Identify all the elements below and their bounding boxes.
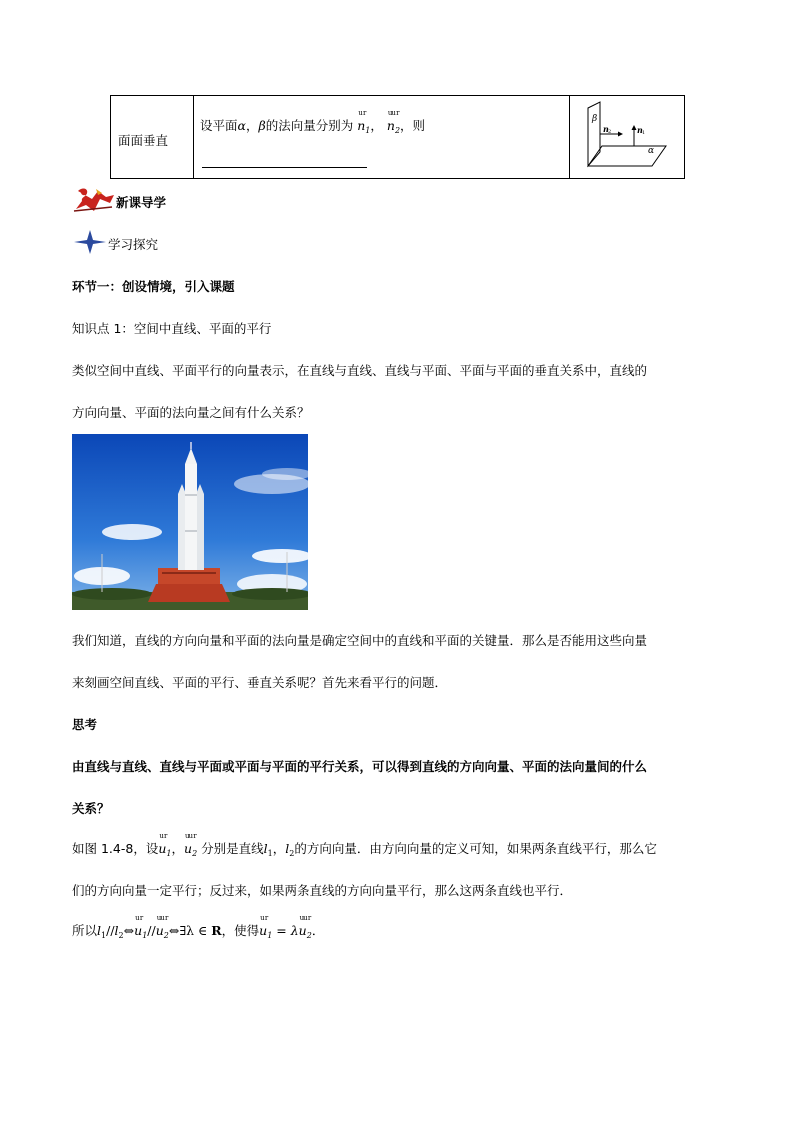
row-title: 面面垂直 [118,133,169,148]
vector-u1: u r $u_1$ [158,832,172,858]
n1-label: n [637,125,643,135]
intro-text-line1: 类似空间中直线、平面平行的向量表示，在直线与直线、直线与平面、平面与平面的垂直关系中，直线的 [72,363,648,378]
subsection-title: 学习探究 [108,237,159,252]
n2-label: n [603,124,609,134]
parallel-formula: 所以$l_1//l_2\Leftrightarrow$ u r $u_1//$ uu r $u_2\Leftrightarrow\exists\lambda$ ∈ R，使得 u r $u_1 = \lambda$ uu r $u_2$． [72,914,325,940]
beta-label: β [592,114,598,124]
segment-title: 环节一：创设情境，引入课题 [72,279,235,294]
think-question-line1: 由直线与直线、直线与平面或平面与平面的平行关系，可以得到直线的方向向量、平面的法向量间的什么 [72,759,648,774]
paragraph1-line1: 我们知道，直线的方向向量和平面的法向量是确定空间中的直线和平面的关键量．那么是否能用这些向量 [72,633,648,648]
perpendicular-planes-figure [570,96,684,178]
section-header: 新课导学 [116,195,167,210]
condition-text: 设平面α，β的法向量分别为 u r $n_1$， uu r $n_2$，则 [200,109,426,135]
think-title: 思考 [72,717,98,732]
vector-n1: u r $n_1$ [357,109,371,135]
vector-n2: uu r $n_2$ [386,109,401,135]
four-point-star-icon [74,230,106,254]
conditions-table [110,95,685,179]
new-lesson-logo [72,185,116,215]
knowledge-point-title: 知识点 1：空间中直线、平面的平行 [72,321,272,336]
vector-u2: uu r $u_2$ [184,832,198,858]
answer-blank[interactable] [202,167,367,168]
rocket-launch-photo [72,434,308,610]
table-figure-cell [570,96,684,178]
alpha-label: α [648,146,655,156]
table-row-title-cell [111,96,194,178]
paragraph1-line2: 来刻画空间直线、平面的平行、垂直关系呢？首先来看平行的问题． [72,675,448,690]
svg-text:1: 1 [642,130,646,136]
figure-reference-line2: 们的方向向量一定平行；反过来，如果两条直线的方向向量平行，那么这两条直线也平行． [72,883,573,898]
figure-reference-line1: 如图 1.4-8，设 u r $u_1$， uu r $u_2$ 分别是直线$l_1$，$l_2$的方向向量．由方向向量的定义可知，如果两条直线平行，那么它 [72,832,657,858]
think-question-line2: 关系？ [72,801,110,816]
svg-text:2: 2 [608,129,612,135]
intro-text-line2: 方向向量、平面的法向量之间有什么关系？ [72,405,310,420]
table-condition-cell [193,96,570,178]
